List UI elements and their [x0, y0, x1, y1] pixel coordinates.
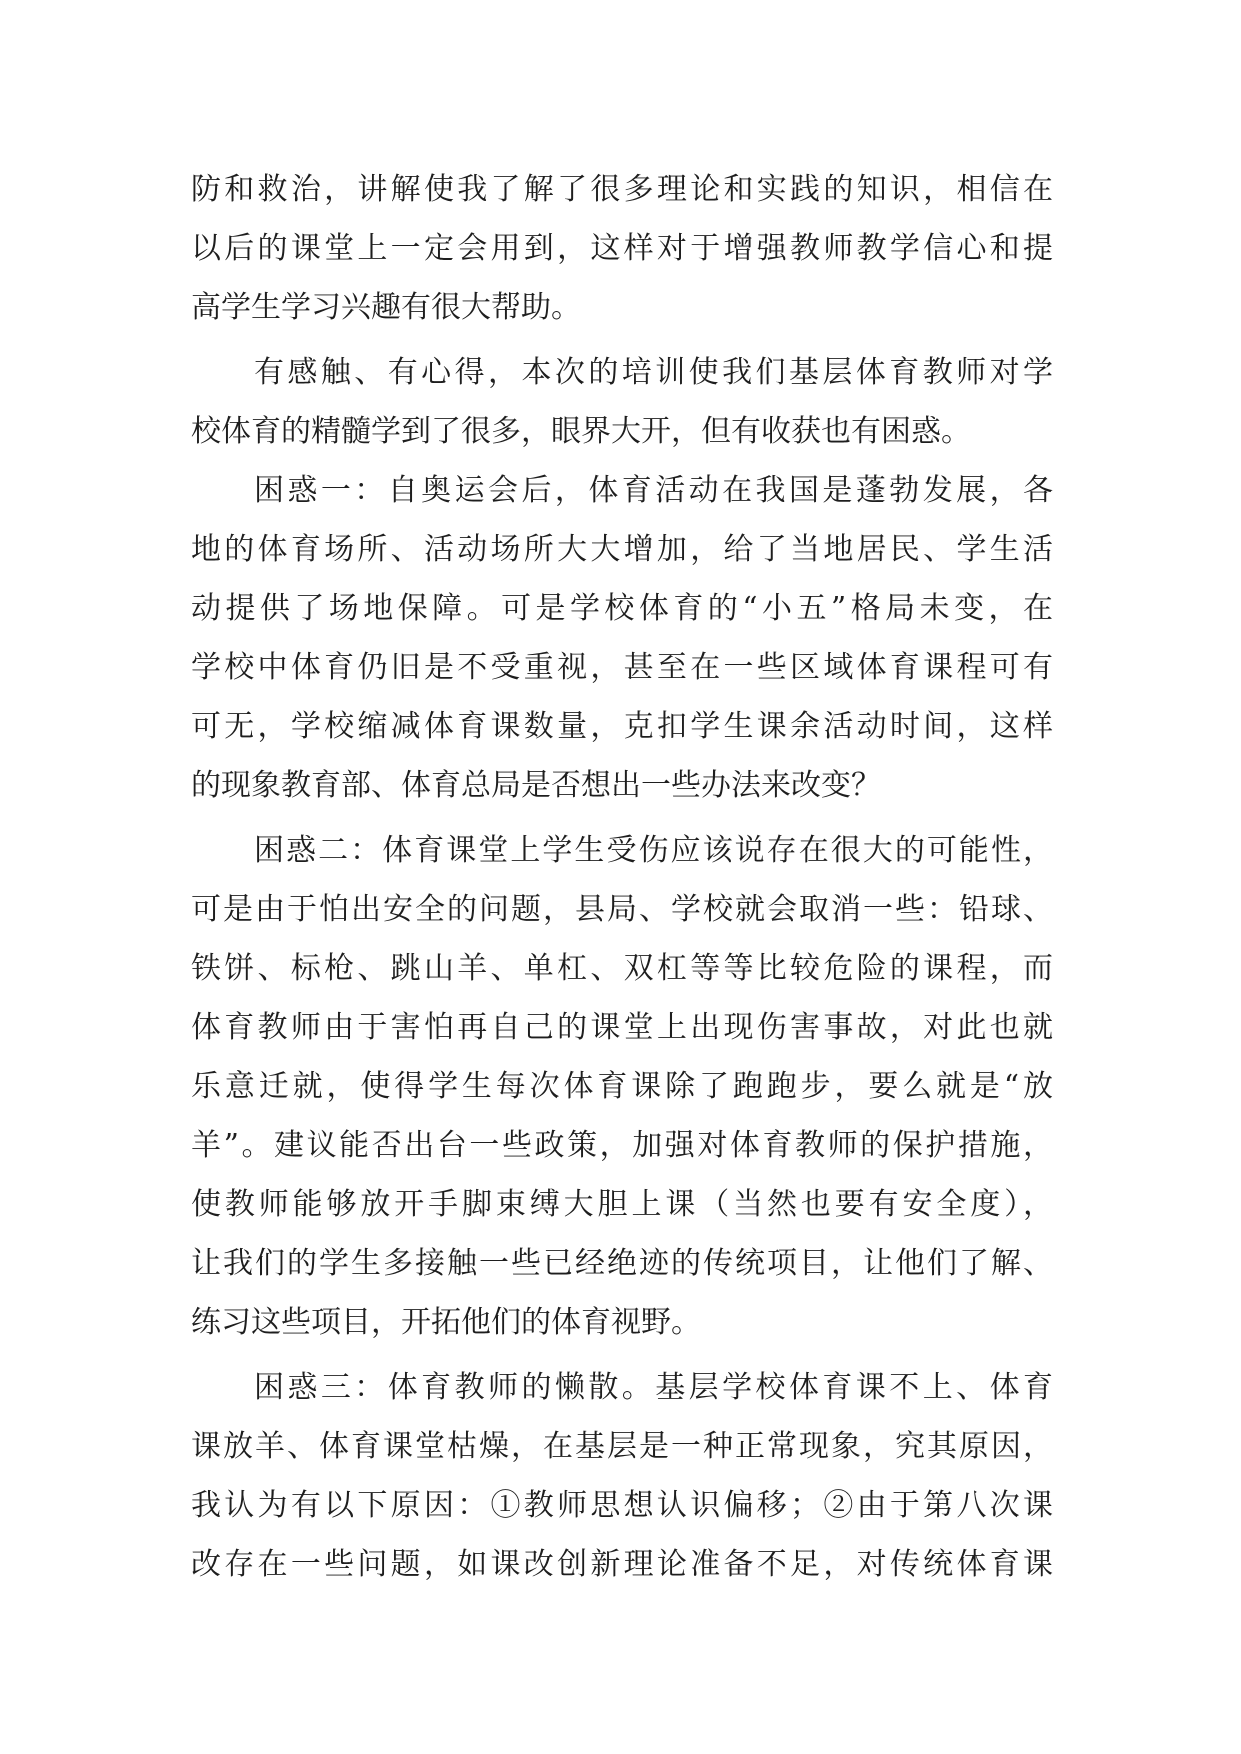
- text-line: 学校中体育仍旧是不受重视，甚至在一些区域体育课程可有: [191, 650, 1053, 685]
- text-line: 练习这些项目，开拓他们的体育视野。: [191, 1305, 701, 1340]
- text-line: 校体育的精髓学到了很多，眼界大开，但有收获也有困惑。: [191, 414, 971, 449]
- text-line: 羊”。建议能否出台一些政策，加强对体育教师的保护措施，: [191, 1128, 1053, 1163]
- text-line: 乐意迁就，使得学生每次体育课除了跑跑步，要么就是“放: [191, 1069, 1053, 1104]
- paragraph-3: [191, 461, 1053, 815]
- text-line: 我认为有以下原因：①教师思想认识偏移；②由于第八次课: [191, 1488, 1053, 1523]
- text-line: 困惑二：体育课堂上学生受伤应该说存在很大的可能性，: [254, 833, 1053, 868]
- body-text: [191, 160, 1053, 1594]
- text-line: 铁饼、标枪、跳山羊、单杠、双杠等等比较危险的课程，而: [191, 951, 1053, 986]
- text-line: 困惑三：体育教师的懒散。基层学校体育课不上、体育: [254, 1370, 1053, 1405]
- text-line: 以后的课堂上一定会用到，这样对于增强教师教学信心和提: [191, 231, 1053, 266]
- text-line: 有感触、有心得，本次的培训使我们基层体育教师对学: [254, 355, 1053, 390]
- text-line: 的现象教育部、体育总局是否想出一些办法来改变？: [191, 768, 881, 803]
- text-line: 困惑一：自奥运会后，体育活动在我国是蓬勃发展，各: [254, 473, 1053, 508]
- paragraph-1: [191, 160, 1053, 337]
- text-line: 动提供了场地保障。可是学校体育的“小五”格局未变，在: [191, 591, 1053, 626]
- paragraph-5: [191, 1358, 1053, 1594]
- text-line: 体育教师由于害怕再自己的课堂上出现伤害事故，对此也就: [191, 1010, 1053, 1045]
- text-line: 使教师能够放开手脚束缚大胆上课（当然也要有安全度），: [191, 1187, 1053, 1222]
- text-line: 改存在一些问题，如课改创新理论准备不足，对传统体育课: [191, 1547, 1053, 1582]
- paragraph-4: [191, 821, 1053, 1352]
- paragraph-2: [191, 343, 1053, 461]
- text-line: 地的体育场所、活动场所大大增加，给了当地居民、学生活: [191, 532, 1053, 567]
- text-line: 可无，学校缩减体育课数量，克扣学生课余活动时间，这样: [191, 709, 1053, 744]
- text-line: 课放羊、体育课堂枯燥，在基层是一种正常现象，究其原因，: [191, 1429, 1053, 1464]
- text-line: 高学生学习兴趣有很大帮助。: [191, 290, 581, 325]
- text-line: 可是由于怕出安全的问题，县局、学校就会取消一些：铅球、: [191, 892, 1053, 927]
- text-line: 防和救治，讲解使我了解了很多理论和实践的知识，相信在: [191, 172, 1053, 207]
- text-line: 让我们的学生多接触一些已经绝迹的传统项目，让他们了解、: [191, 1246, 1053, 1281]
